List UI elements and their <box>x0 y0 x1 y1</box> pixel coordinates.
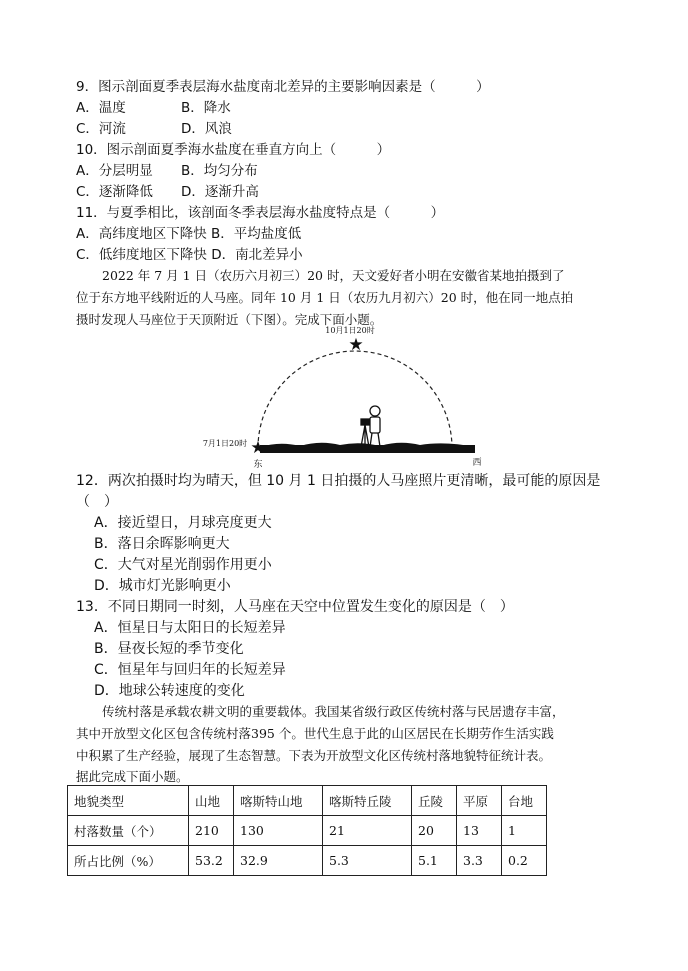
intro1-line3: 摄时发现人马座位于天顶附近（下图）。完成下面小题。 <box>76 312 383 327</box>
q12-option-b: B．落日余晖影响更大 <box>94 536 230 552</box>
table-cell: 13 <box>457 816 502 846</box>
table-cell: 130 <box>234 816 323 846</box>
q13-option-d: D．地球公转速度的变化 <box>94 683 245 699</box>
intro2-line2: 其中开放型文化区包含传统村落395 个。世代生息于此的山区居民在长期劳作生活实践 <box>76 726 554 741</box>
label-west: 西 <box>472 458 482 468</box>
horizon-ground-shape <box>260 443 475 453</box>
q12-option-a: A．接近望日，月球亮度更大 <box>94 515 272 531</box>
q10-stem: 10．图示剖面夏季海水盐度在垂直方向上（ ） <box>76 142 391 158</box>
table-cell: 5.3 <box>323 846 412 876</box>
table-cell: 丘陵 <box>412 786 457 816</box>
q9-stem: 9．图示剖面夏季表层海水盐度南北差异的主要影响因素是（ ） <box>76 79 490 95</box>
observer-figure <box>361 406 380 447</box>
q13-option-c: C．恒星年与回归年的长短差异 <box>94 662 286 678</box>
intro2-line4: 据此完成下面小题。 <box>76 769 189 784</box>
star-jul-icon: ★ <box>250 438 266 458</box>
table-cell: 平原 <box>457 786 502 816</box>
q10-option-a: A．分层明显 <box>76 163 153 179</box>
table-cell: 210 <box>189 816 234 846</box>
q13-stem: 13．不同日期同一时刻，人马座在天空中位置发生变化的原因是（ ） <box>76 599 514 615</box>
table-cell: 村落数量（个） <box>68 816 189 846</box>
landform-stats-table <box>67 785 547 876</box>
q9-option-a: A．温度 <box>76 100 126 116</box>
table-cell: 5.1 <box>412 846 457 876</box>
intro2-line1: 传统村落是承载农耕文明的重要载体。我国某省级行政区传统村落与民居遗存丰富， <box>102 704 565 719</box>
q10-option-d: D．逐渐升高 <box>181 184 259 200</box>
label-oct: 10月1日20时 <box>325 326 375 335</box>
table-cell: 山地 <box>189 786 234 816</box>
table-cell: 台地 <box>502 786 547 816</box>
table-row <box>68 846 547 876</box>
q12-stem-line1: 12．两次拍摄时均为晴天，但 10 月 1 日拍摄的人马座照片更清晰，最可能的原因是 <box>76 473 601 489</box>
table-cell: 53.2 <box>189 846 234 876</box>
intro1-line2: 位于东方地平线附近的人马座。同年 10 月 1 日（农历九月初六）20 时，他在同一地点拍 <box>76 290 574 305</box>
table-cell: 0.2 <box>502 846 547 876</box>
intro1-line1: 2022 年 7 月 1 日（农历六月初三）20 时，天文爱好者小明在安徽省某地拍摄到了 <box>102 268 565 283</box>
table-cell: 20 <box>412 816 457 846</box>
label-jul: 7月1日20时 <box>202 439 248 448</box>
q10-option-b: B．均匀分布 <box>181 163 258 179</box>
table-cell: 21 <box>323 816 412 846</box>
q13-option-b: B．昼夜长短的季节变化 <box>94 641 244 657</box>
q12-stem-line2: （ ） <box>76 494 118 510</box>
q13-option-a: A．恒星日与太阳日的长短差异 <box>94 620 286 636</box>
q11-stem: 11．与夏季相比，该剖面冬季表层海水盐度特点是（ ） <box>76 205 445 221</box>
table-row <box>68 816 547 846</box>
label-east: 东 <box>253 460 263 470</box>
q9-option-d: D．风浪 <box>181 121 232 137</box>
intro2-line3: 中积累了生产经验，展现了生态智慧。下表为开放型文化区传统村落地貌特征统计表。 <box>76 748 552 763</box>
q9-option-c: C．河流 <box>76 121 126 137</box>
q9-option-b: B．降水 <box>181 100 231 116</box>
sky-arc-figure <box>190 320 500 470</box>
star-oct-icon: ★ <box>348 335 364 355</box>
table-cell: 1 <box>502 816 547 846</box>
sky-arc-path <box>258 351 452 448</box>
table-cell: 32.9 <box>234 846 323 876</box>
q10-option-c: C．逐渐降低 <box>76 184 153 200</box>
table-cell: 喀斯特丘陵 <box>323 786 412 816</box>
q12-option-d: D．城市灯光影响更小 <box>94 578 231 594</box>
table-cell: 地貌类型 <box>68 786 189 816</box>
table-row <box>68 786 547 816</box>
q12-option-c: C．大气对星光削弱作用更小 <box>94 557 272 573</box>
q11-options-ab: A．高纬度地区下降快 B．平均盐度低 <box>76 226 302 242</box>
q11-options-cd: C．低纬度地区下降快 D．南北差异小 <box>76 247 303 263</box>
table-cell: 3.3 <box>457 846 502 876</box>
table-cell: 所占比例（%） <box>68 846 189 876</box>
table-cell: 喀斯特山地 <box>234 786 323 816</box>
